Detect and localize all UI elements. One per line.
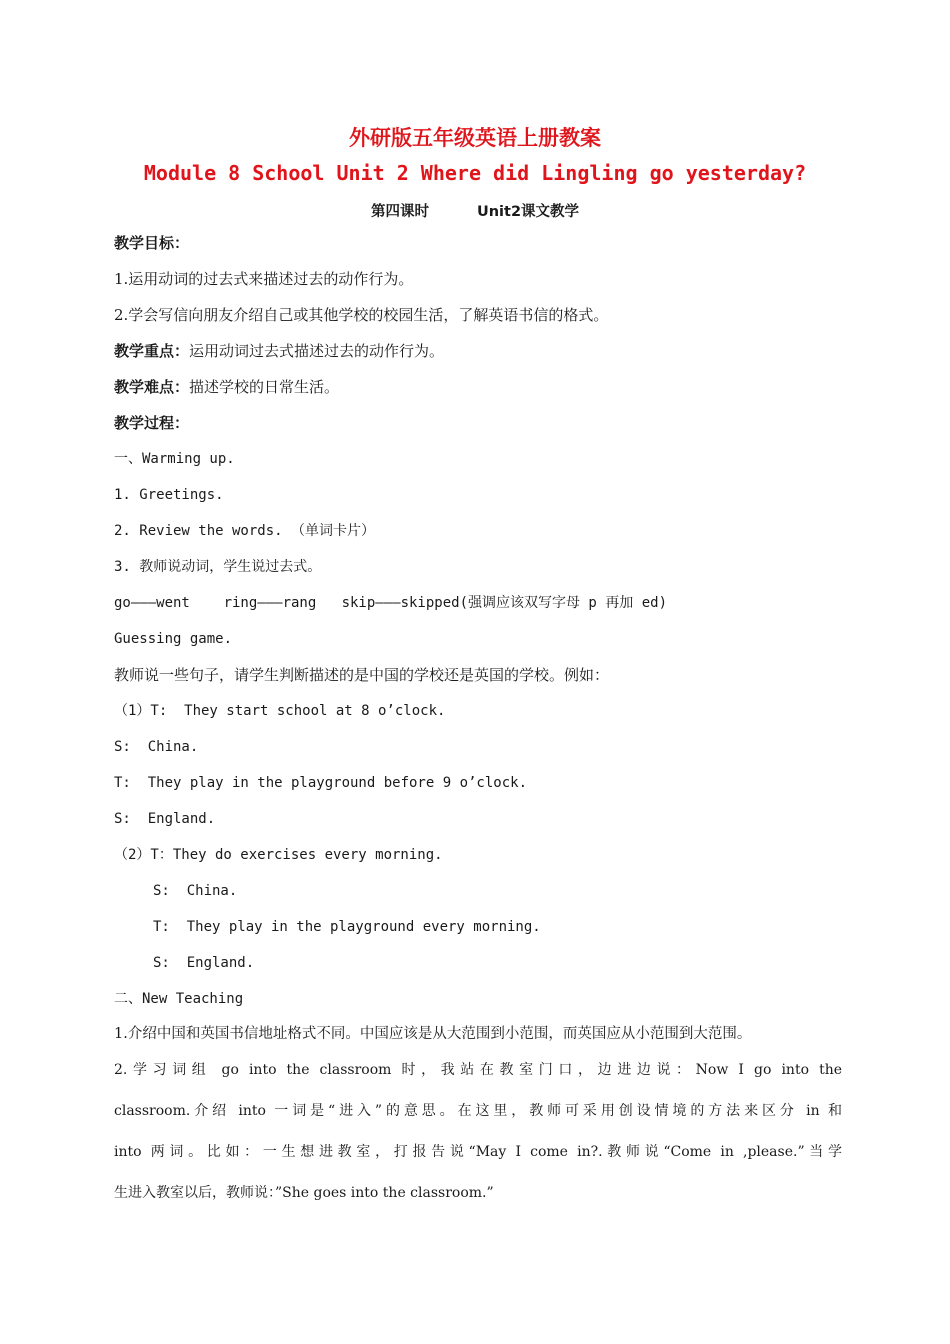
- dialogue-line: S: China.: [153, 883, 238, 899]
- teaching-paragraph-line: into 两词。比如：一生想进教室，打报告说“May I come in?.教师说“Come in ,please.”当学: [114, 1144, 842, 1160]
- step-item: 1. Greetings.: [114, 487, 224, 503]
- teaching-paragraph: 1.介绍中国和英国书信地址格式不同。中国应该是从大范围到小范围，而英国应从小范围到大范围。: [114, 1026, 752, 1042]
- step-item: 3. 教师说动词，学生说过去式。: [114, 559, 322, 575]
- verb-list: go———went ring———rang skip———skipped(强调应该双写字母 p 再加 ed): [114, 595, 668, 611]
- game-title: Guessing game.: [114, 631, 233, 647]
- teaching-paragraph-line: 生进入教室以后，教师说：”She goes into the classroom.”: [114, 1185, 494, 1201]
- key-point: [114, 341, 444, 361]
- key-point-label: 教学重点：: [114, 342, 190, 360]
- section-heading: 一、Warming up.: [114, 451, 235, 467]
- difficulty: [114, 377, 339, 397]
- dialogue-line: （2）T：They do exercises every morning.: [114, 847, 443, 863]
- teaching-paragraph-line: 2.学习词组 go into the classroom 时，我站在教室门口，边进边说：Now I go into the: [114, 1062, 842, 1078]
- dialogue-line: S: China.: [114, 739, 199, 755]
- difficulty-label: 教学难点：: [114, 378, 190, 396]
- dialogue-line: S: England.: [114, 811, 216, 827]
- page-title-en: Module 8 School Unit 2 Where did Lingling go yesterday?: [143, 161, 807, 185]
- lesson-subtitle: [0, 200, 950, 221]
- game-description: 教师说一些句子，请学生判断描述的是中国的学校还是英国的学校。例如：: [114, 666, 610, 684]
- section-heading: 二、New Teaching: [114, 991, 244, 1007]
- lesson-topic: Unit2课文教学: [476, 204, 580, 220]
- lesson-number: 第四课时: [370, 204, 429, 220]
- teaching-paragraph-line: classroom.介绍 into 一词是“进入”的意思。在这里，教师可采用创设情境的方法来区分 in 和: [114, 1103, 842, 1119]
- difficulty-text: 描述学校的日常生活。: [189, 378, 340, 396]
- dialogue-line: S: England.: [153, 955, 255, 971]
- objective-item: 2.学会写信向朋友介绍自己或其他学校的校园生活，了解英语书信的格式。: [114, 306, 609, 324]
- dialogue-line: （1）T: They start school at 8 o’clock.: [114, 703, 446, 719]
- process-heading: 教学过程：: [114, 414, 190, 432]
- step-item: 2. Review the words. （单词卡片）: [114, 523, 376, 539]
- key-point-text: 运用动词过去式描述过去的动作行为。: [189, 342, 445, 360]
- dialogue-line: T: They play in the playground before 9 o’clock.: [114, 775, 528, 791]
- objectives-heading: 教学目标：: [114, 234, 190, 252]
- objective-item: 1.运用动词的过去式来描述过去的动作行为。: [114, 270, 414, 288]
- dialogue-line: T: They play in the playground every morning.: [153, 919, 541, 935]
- page-title-cn: 外研版五年级英语上册教案: [349, 126, 601, 150]
